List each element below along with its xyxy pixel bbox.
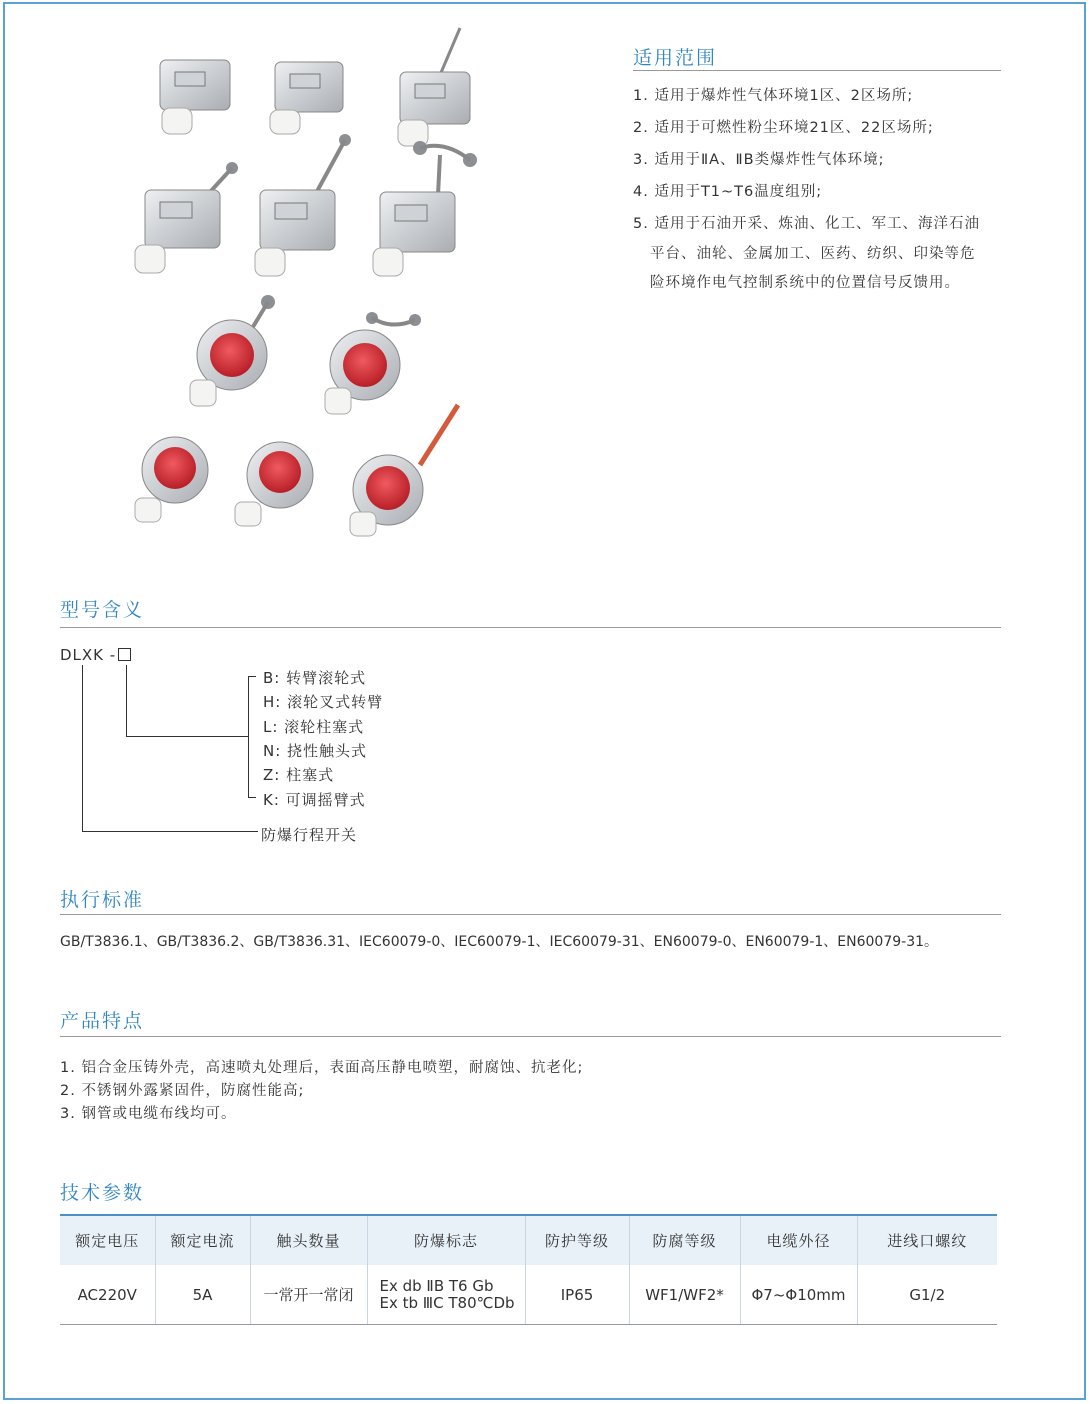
model-code bbox=[60, 646, 131, 664]
header-cable: 电缆外径 bbox=[740, 1215, 857, 1265]
model-code-box bbox=[118, 648, 131, 661]
round-switch-2 bbox=[325, 312, 421, 414]
round-switch-4 bbox=[235, 442, 313, 526]
applicability-item-2: 2. 适用于可燃性粉尘环境21区、22区场所; bbox=[633, 120, 934, 136]
header-current: 额定电流 bbox=[155, 1215, 250, 1265]
round-switch-3 bbox=[135, 437, 208, 522]
cell-thread: G1/2 bbox=[857, 1265, 997, 1325]
model-option-h: H: 滚轮叉式转臂 bbox=[263, 693, 384, 711]
tree-bracket-top bbox=[248, 676, 256, 677]
tree-line-suffix bbox=[126, 665, 127, 737]
model-rule bbox=[60, 627, 1001, 628]
cell-ex-mark bbox=[367, 1265, 525, 1325]
switch-box-2 bbox=[270, 62, 343, 134]
model-option-b: B: 转臂滚轮式 bbox=[263, 669, 367, 687]
model-base-label: 防爆行程开关 bbox=[261, 826, 358, 844]
round-switch-1 bbox=[190, 295, 275, 406]
model-title: 型号含义 bbox=[60, 599, 145, 621]
header-corrosion: 防腐等级 bbox=[629, 1215, 740, 1265]
switch-box-3 bbox=[398, 28, 470, 146]
switch-box-1 bbox=[160, 60, 230, 134]
cell-contacts: 一常开一常闭 bbox=[250, 1265, 367, 1325]
applicability-item-5-cont1: 平台、油轮、金属加工、医药、纺织、印染等危 bbox=[650, 246, 976, 262]
standards-text: GB/T3836.1、GB/T3836.2、GB/T3836.31、IEC60079-0、IEC60079-1、IEC60079-31、EN60079-0、EN60079-1、EN60079-31。 bbox=[60, 934, 939, 950]
tree-line-base-h bbox=[82, 831, 258, 832]
round-switch-5 bbox=[350, 405, 458, 536]
features-item-3: 3. 钢管或电缆布线均可。 bbox=[60, 1106, 237, 1122]
cell-current: 5A bbox=[155, 1265, 250, 1325]
applicability-title: 适用范围 bbox=[633, 47, 718, 69]
applicability-rule bbox=[633, 70, 1001, 71]
header-contacts: 触头数量 bbox=[250, 1215, 367, 1265]
tree-bracket-bottom bbox=[248, 797, 256, 798]
applicability-item-3: 3. 适用于ⅡA、ⅡB类爆炸性气体环境; bbox=[633, 152, 885, 168]
standards-rule bbox=[60, 914, 1001, 915]
applicability-item-4: 4. 适用于T1~T6温度组别; bbox=[633, 184, 823, 200]
switch-box-4 bbox=[135, 162, 238, 273]
standards-title: 执行标准 bbox=[60, 889, 145, 911]
cell-cable: Φ7~Φ10mm bbox=[740, 1265, 857, 1325]
header-ex-mark: 防爆标志 bbox=[367, 1215, 525, 1265]
features-rule bbox=[60, 1036, 1001, 1037]
model-option-l: L: 滚轮柱塞式 bbox=[263, 718, 365, 736]
header-voltage: 额定电压 bbox=[60, 1215, 155, 1265]
applicability-item-5: 5. 适用于石油开采、炼油、化工、军工、海洋石油 bbox=[633, 216, 980, 232]
cell-voltage: AC220V bbox=[60, 1265, 155, 1325]
header-thread: 进线口螺纹 bbox=[857, 1215, 997, 1265]
tree-bracket bbox=[248, 676, 249, 798]
params-header-row bbox=[60, 1215, 997, 1265]
switch-box-5 bbox=[255, 134, 351, 276]
features-item-2: 2. 不锈钢外露紧固件，防腐性能高; bbox=[60, 1083, 305, 1099]
params-table bbox=[60, 1214, 997, 1325]
model-option-n: N: 挠性触头式 bbox=[263, 742, 368, 760]
header-protection: 防护等级 bbox=[525, 1215, 629, 1265]
model-code-text: DLXK - bbox=[60, 646, 117, 664]
features-item-1: 1. 铝合金压铸外壳，高速喷丸处理后，表面高压静电喷塑，耐腐蚀、抗老化; bbox=[60, 1060, 584, 1076]
ex-mark-line-2: Ex tb ⅢC T80℃Db bbox=[379, 1293, 515, 1312]
model-option-z: Z: 柱塞式 bbox=[263, 766, 335, 784]
applicability-item-1: 1. 适用于爆炸性气体环境1区、2区场所; bbox=[633, 88, 914, 104]
tree-line-suffix-h bbox=[126, 736, 248, 737]
model-option-k: K: 可调摇臂式 bbox=[263, 791, 366, 809]
switch-box-6 bbox=[373, 141, 477, 276]
table-row bbox=[60, 1265, 997, 1325]
cell-protection: IP65 bbox=[525, 1265, 629, 1325]
features-title: 产品特点 bbox=[60, 1010, 145, 1032]
params-title: 技术参数 bbox=[60, 1182, 145, 1204]
applicability-item-5-cont2: 险环境作电气控制系统中的位置信号反馈用。 bbox=[650, 275, 960, 291]
product-photos bbox=[120, 20, 490, 540]
cell-corrosion: WF1/WF2* bbox=[629, 1265, 740, 1325]
ex-mark-line-1: Ex db ⅡB T6 Gb bbox=[379, 1276, 494, 1295]
tree-line-base bbox=[82, 665, 83, 832]
